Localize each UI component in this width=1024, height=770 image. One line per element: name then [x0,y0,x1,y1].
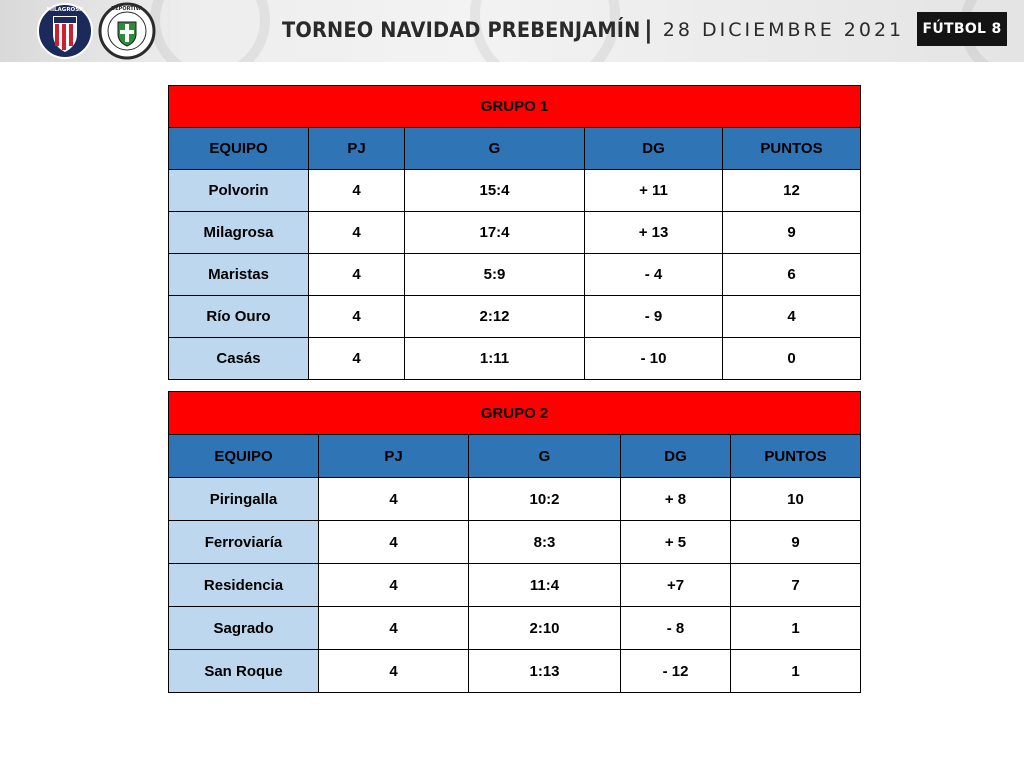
milagrosa-crest-logo [36,2,94,60]
table-row [169,170,861,212]
table-row [169,254,861,296]
g-cell: 2:12 [405,296,585,338]
team-cell: Río Ouro [169,296,309,338]
group-1-title: GRUPO 1 [169,86,861,128]
group-2-title: GRUPO 2 [169,392,861,435]
event-date: 28 DICIEMBRE 2021 [662,19,905,41]
dg-cell: - 9 [585,296,723,338]
g-cell: 17:4 [405,212,585,254]
dg-cell: + 8 [621,478,731,521]
points-cell: 1 [731,650,861,693]
banner-decoration [150,0,270,62]
col-header-points: PUNTOS [723,128,861,170]
team-cell: Casás [169,338,309,380]
group-2-table [168,391,861,693]
deportiva-crest-logo [98,2,156,60]
g-cell: 1:11 [405,338,585,380]
team-cell: Piringalla [169,478,319,521]
dg-cell: + 5 [621,521,731,564]
points-cell: 9 [723,212,861,254]
header-title-row [282,14,904,46]
pj-cell: 4 [309,338,405,380]
col-header-g: G [469,435,621,478]
g-cell: 8:3 [469,521,621,564]
pj-cell: 4 [319,564,469,607]
col-header-team: EQUIPO [169,435,319,478]
col-header-points: PUNTOS [731,435,861,478]
col-header-pj: PJ [309,128,405,170]
team-cell: Milagrosa [169,212,309,254]
pj-cell: 4 [319,521,469,564]
team-cell: San Roque [169,650,319,693]
pj-cell: 4 [319,478,469,521]
pj-cell: 4 [309,254,405,296]
points-cell: 9 [731,521,861,564]
team-cell: Ferroviaría [169,521,319,564]
points-cell: 4 [723,296,861,338]
table-row [169,650,861,693]
g-cell: 1:13 [469,650,621,693]
col-header-dg: DG [585,128,723,170]
points-cell: 0 [723,338,861,380]
points-cell: 12 [723,170,861,212]
dg-cell: - 10 [585,338,723,380]
dg-cell: + 11 [585,170,723,212]
table-row [169,521,861,564]
milagrosa-crest-text: MILAGROSA [46,7,84,13]
dg-cell: - 12 [621,650,731,693]
g-cell: 5:9 [405,254,585,296]
points-cell: 7 [731,564,861,607]
team-cell: Polvorin [169,170,309,212]
dg-cell: + 13 [585,212,723,254]
pj-cell: 4 [309,170,405,212]
points-cell: 1 [731,607,861,650]
dg-cell: +7 [621,564,731,607]
g-cell: 15:4 [405,170,585,212]
col-header-team: EQUIPO [169,128,309,170]
g-cell: 2:10 [469,607,621,650]
g-cell: 11:4 [469,564,621,607]
table-row [169,607,861,650]
header-banner [0,0,1024,62]
team-cell: Maristas [169,254,309,296]
g-cell: 10:2 [469,478,621,521]
table-row [169,564,861,607]
col-header-g: G [405,128,585,170]
pj-cell: 4 [309,296,405,338]
table-row [169,212,861,254]
deportiva-crest-text: DEPORTIVA [111,6,143,12]
team-cell: Residencia [169,564,319,607]
dg-cell: - 8 [621,607,731,650]
points-cell: 6 [723,254,861,296]
table-row [169,296,861,338]
pj-cell: 4 [319,607,469,650]
group-1-table [168,85,861,380]
title-separator: | [644,16,653,44]
table-row [169,338,861,380]
pj-cell: 4 [309,212,405,254]
format-badge: FÚTBOL 8 [917,12,1007,46]
col-header-dg: DG [621,435,731,478]
dg-cell: - 4 [585,254,723,296]
table-row [169,478,861,521]
team-cell: Sagrado [169,607,319,650]
page-title: TORNEO NAVIDAD PREBENJAMÍN [282,18,641,42]
points-cell: 10 [731,478,861,521]
col-header-pj: PJ [319,435,469,478]
pj-cell: 4 [319,650,469,693]
